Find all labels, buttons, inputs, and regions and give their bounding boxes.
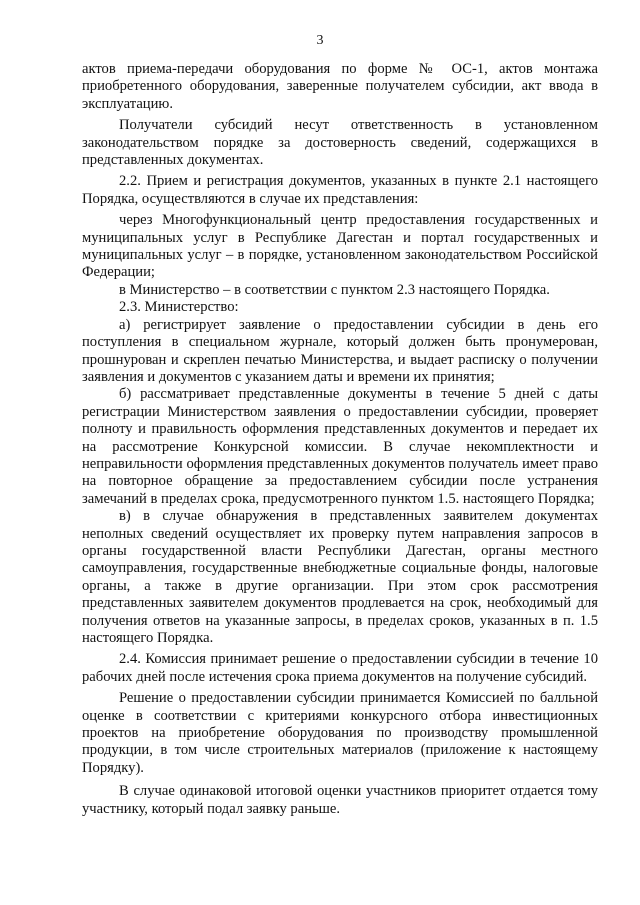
- document-body: [82, 61, 598, 818]
- paragraph-2-3-b: б) рассматривает представленные документы в течение 5 дней с даты регистрации Министерством заявления о предоставлении субсидии, проверяет полноту и правильность оформления представленных документов и передает их на рассмотрение Конкурсной комиссии. В случае некомплектности и неправильности оформления представленных документов получатель имеет право на повторное обращение за предоставлением субсидии после устранения замечаний в пределах срока, предусмотренного пунктом 1.5. настоящего Порядка;: [82, 386, 598, 507]
- paragraph-mfc: через Многофункциональный центр предоставления государственных и муниципальных услуг в Республике Дагестан и портал государственных и муниципальных услуг – в порядке, установленном законодательством Российской Федерации;: [82, 212, 598, 281]
- paragraph-continuation-acts: актов приема-передачи оборудования по форме № ОС-1, актов монтажа приобретенного оборудования, заверенные получателем субсидии, акт ввода в эксплуатацию.: [82, 61, 598, 112]
- page-number: 3: [316, 33, 324, 48]
- paragraph-2-3: 2.3. Министерство:: [119, 299, 239, 316]
- paragraph-2-3-c: в) в случае обнаружения в представленных заявителем документах неполных сведений осуществляет их проверку путем направления запросов в органы государственной власти Республики Дагестан, органы местного самоуправления, государственные внебюджетные социальные фонды, налоговые органы, а также в другие организации. При этом срок рассмотрения представленных заявителем документов продлевается на срок, необходимый для получения ответов на указанные запросы, в пределах сроков, указанных в п. 1.5 настоящего Порядка.: [82, 508, 598, 646]
- paragraph-recipients-responsibility: Получатели субсидий несут ответственность в установленном законодательством порядке за достоверность сведений, содержащихся в представленных документах.: [82, 117, 598, 169]
- paragraph-2-3-a: а) регистрирует заявление о предоставлении субсидии в день его поступления в специальном журнале, который должен быть пронумерован, прошнурован и скреплен печатью Министерства, и выдает расписку о получении заявления и документов с указанием даты и времени их принятия;: [82, 316, 598, 385]
- paragraph-equal-score: В случае одинаковой итоговой оценки участников приоритет отдается тому участнику, который подал заявку раньше.: [82, 783, 598, 817]
- paragraph-2-2: 2.2. Прием и регистрация документов, указанных в пункте 2.1 настоящего Порядка, осуществляются в случае их представления:: [82, 173, 598, 207]
- paragraph-ministry: в Министерство – в соответствии с пунктом 2.3 настоящего Порядка.: [119, 281, 550, 298]
- paragraph-decision: Решение о предоставлении субсидии принимается Комиссией по балльной оценке в соответствии с критериями конкурсного отбора инвестиционных проектов на приобретение оборудования по производству промышленной продукции, в том числе строительных материалов (приложение к настоящему Порядку).: [82, 690, 598, 776]
- paragraph-2-4: 2.4. Комиссия принимает решение о предоставлении субсидии в течение 10 рабочих дней после истечения срока приема документов на получение субсидий.: [82, 651, 598, 685]
